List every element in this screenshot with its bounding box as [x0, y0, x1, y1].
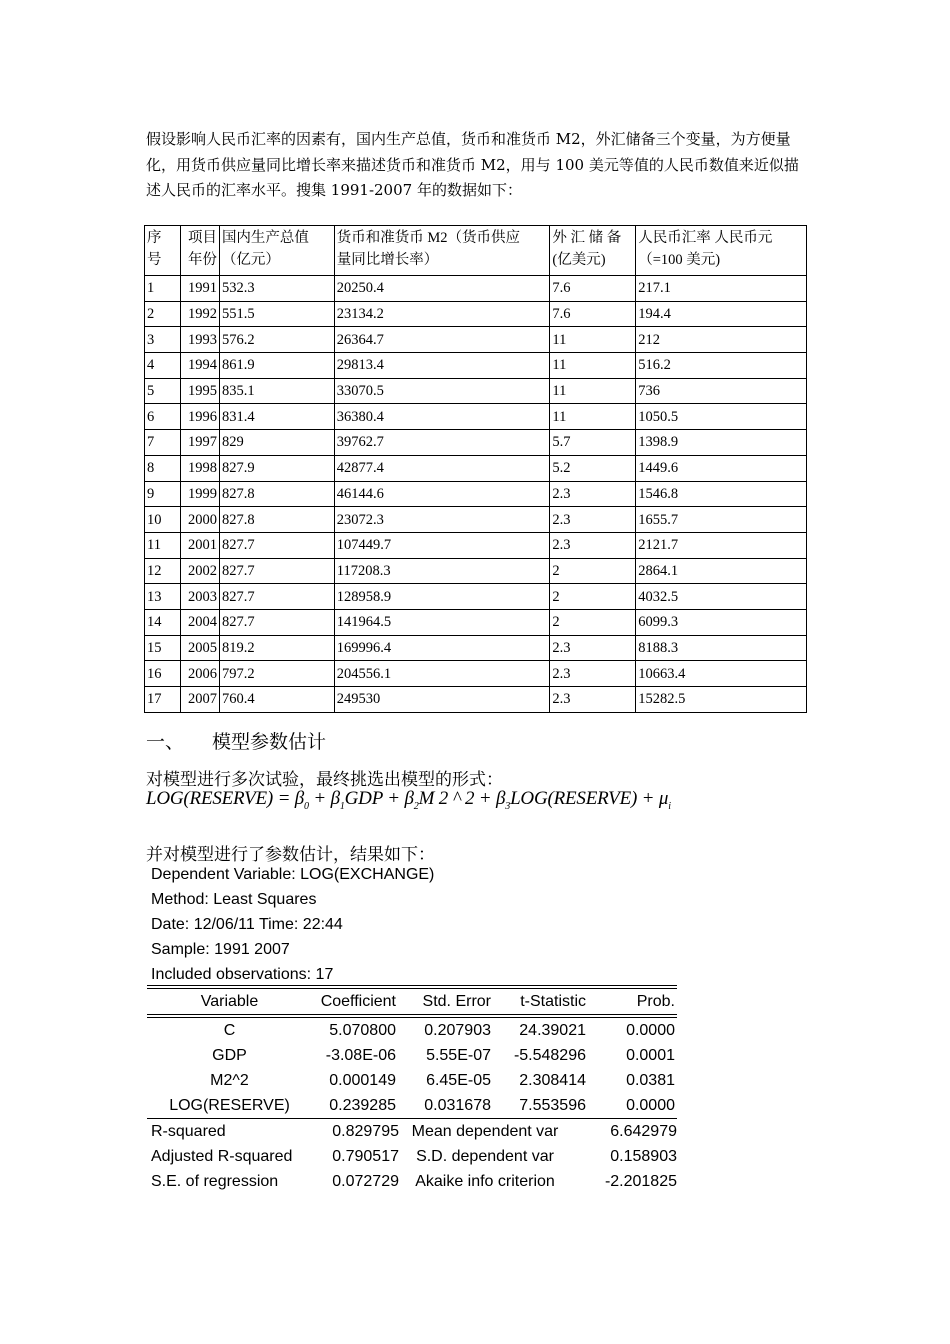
coefficient-cell: 0.239285	[329, 1097, 396, 1114]
coefficient-row	[147, 1093, 677, 1118]
estimate-intro: 并对模型进行了参数估计，结果如下：	[146, 845, 435, 865]
cell-m2: 33070.5	[334, 378, 550, 404]
cell-seq: 2	[145, 301, 181, 327]
coefficient-cell: 0.031678	[424, 1097, 491, 1114]
table-row	[145, 687, 807, 713]
coefficient-cell: 0.0001	[626, 1047, 675, 1064]
cell-year: 1998	[180, 455, 219, 481]
cell-reserve: 5.2	[550, 455, 636, 481]
cell-exchange-rate: 212	[636, 327, 807, 353]
cell-reserve: 2.3	[550, 532, 636, 558]
cell-gdp: 551.5	[219, 301, 334, 327]
cell-m2: 117208.3	[334, 558, 550, 584]
cell-reserve: 7.6	[550, 276, 636, 302]
sample: Sample: 1991 2007	[151, 941, 290, 958]
cell-reserve: 2.3	[550, 635, 636, 661]
table-row	[145, 584, 807, 610]
cell-exchange-rate: 217.1	[636, 276, 807, 302]
cell-year: 1994	[180, 353, 219, 379]
observations: Included observations: 17	[151, 966, 334, 983]
table-row	[145, 353, 807, 379]
cell-gdp: 760.4	[219, 687, 334, 713]
header-exchange-rate: 人民币汇率 人民币元 （=100 美元)	[636, 226, 807, 276]
cell-m2: 107449.7	[334, 532, 550, 558]
table-row	[145, 378, 807, 404]
model-formula: LOG(RESERVE) = $\beta_0 + \beta_1GDP + \beta_2M$ 2 ^ $2 + \beta_3LOG(RESERVE) + \mu_i$	[146, 788, 671, 812]
table-row	[145, 609, 807, 635]
coefficient-row	[147, 1068, 677, 1093]
statistic-cell: 0.790517	[332, 1148, 399, 1165]
cell-year: 1999	[180, 481, 219, 507]
cell-gdp: 835.1	[219, 378, 334, 404]
coefficient-cell: -5.548296	[513, 1047, 586, 1064]
cell-m2: 26364.7	[334, 327, 550, 353]
table-row	[145, 481, 807, 507]
coefficient-cell: -3.08E-06	[325, 1047, 396, 1064]
coefficient-cell: M2^2	[210, 1072, 249, 1089]
statistic-cell: -2.201825	[604, 1173, 677, 1190]
table-row	[145, 532, 807, 558]
cell-gdp: 827.8	[219, 507, 334, 533]
regression-table	[147, 985, 677, 1194]
cell-m2: 20250.4	[334, 276, 550, 302]
coefficient-cell: 5.55E-07	[426, 1047, 491, 1064]
coefficient-cell: 0.0381	[626, 1072, 675, 1089]
coefficient-cell: 0.0000	[626, 1022, 675, 1039]
cell-seq: 4	[145, 353, 181, 379]
cell-seq: 1	[145, 276, 181, 302]
cell-year: 2005	[180, 635, 219, 661]
cell-m2: 128958.9	[334, 584, 550, 610]
cell-m2: 23134.2	[334, 301, 550, 327]
cell-year: 1991	[180, 276, 219, 302]
statistic-cell: R-squared	[151, 1123, 226, 1140]
data-table	[144, 225, 807, 713]
section-heading	[146, 727, 326, 754]
statistic-cell: 0.072729	[332, 1173, 399, 1190]
cell-gdp: 861.9	[219, 353, 334, 379]
statistic-cell: Mean dependent var	[411, 1123, 559, 1140]
cell-seq: 10	[145, 507, 181, 533]
cell-exchange-rate: 6099.3	[636, 609, 807, 635]
coefficient-cell: 7.553596	[519, 1097, 586, 1114]
cell-reserve: 2.3	[550, 507, 636, 533]
cell-m2: 23072.3	[334, 507, 550, 533]
statistic-row	[147, 1119, 677, 1144]
table-row	[145, 327, 807, 353]
model-intro: 对模型进行多次试验，最终挑选出模型的形式：	[146, 770, 503, 790]
cell-year: 2002	[180, 558, 219, 584]
cell-m2: 249530	[334, 687, 550, 713]
cell-exchange-rate: 10663.4	[636, 661, 807, 687]
cell-seq: 13	[145, 584, 181, 610]
coefficient-cell: 0.000149	[329, 1072, 396, 1089]
header-m2: 货币和准货币 M2（货币供应 量同比增长率）	[334, 226, 550, 276]
cell-reserve: 11	[550, 378, 636, 404]
cell-seq: 15	[145, 635, 181, 661]
cell-gdp: 827.7	[219, 558, 334, 584]
cell-m2: 46144.6	[334, 481, 550, 507]
cell-exchange-rate: 1050.5	[636, 404, 807, 430]
cell-reserve: 2.3	[550, 481, 636, 507]
cell-exchange-rate: 2864.1	[636, 558, 807, 584]
header-year: 项目 年份	[180, 226, 219, 276]
date-time: Date: 12/06/11 Time: 22:44	[151, 916, 343, 933]
statistic-cell: Akaike info criterion	[415, 1173, 555, 1190]
cell-year: 2000	[180, 507, 219, 533]
cell-gdp: 827.7	[219, 584, 334, 610]
cell-seq: 9	[145, 481, 181, 507]
cell-m2: 141964.5	[334, 609, 550, 635]
cell-reserve: 11	[550, 404, 636, 430]
table-row	[145, 661, 807, 687]
cell-gdp: 827.8	[219, 481, 334, 507]
cell-year: 2007	[180, 687, 219, 713]
cell-exchange-rate: 1546.8	[636, 481, 807, 507]
table-row	[145, 276, 807, 302]
header-gdp: 国内生产总值 （亿元）	[219, 226, 334, 276]
cell-seq: 17	[145, 687, 181, 713]
cell-gdp: 827.9	[219, 455, 334, 481]
section-title: 模型参数估计	[212, 731, 327, 753]
table-row	[145, 455, 807, 481]
coefficient-row	[147, 1018, 677, 1043]
table-row	[145, 430, 807, 456]
cell-seq: 7	[145, 430, 181, 456]
statistic-cell: 6.642979	[610, 1123, 677, 1140]
table-row	[145, 507, 807, 533]
coefficient-cell: GDP	[212, 1047, 247, 1064]
cell-year: 1993	[180, 327, 219, 353]
cell-year: 2006	[180, 661, 219, 687]
statistic-cell: 0.829795	[332, 1123, 399, 1140]
cell-exchange-rate: 4032.5	[636, 584, 807, 610]
coefficient-cell: 0.0000	[626, 1097, 675, 1114]
coefficient-cell: 2.308414	[519, 1072, 586, 1089]
cell-exchange-rate: 516.2	[636, 353, 807, 379]
table-row	[145, 635, 807, 661]
statistic-cell: Adjusted R-squared	[151, 1148, 293, 1165]
cell-reserve: 5.7	[550, 430, 636, 456]
table-row	[145, 301, 807, 327]
cell-reserve: 11	[550, 353, 636, 379]
cell-exchange-rate: 1398.9	[636, 430, 807, 456]
statistic-cell: 0.158903	[610, 1148, 677, 1165]
cell-gdp: 829	[219, 430, 334, 456]
cell-exchange-rate: 1655.7	[636, 507, 807, 533]
regression-header	[151, 862, 434, 987]
cell-gdp: 831.4	[219, 404, 334, 430]
cell-seq: 6	[145, 404, 181, 430]
cell-seq: 12	[145, 558, 181, 584]
cell-year: 1995	[180, 378, 219, 404]
cell-m2: 39762.7	[334, 430, 550, 456]
cell-year: 2004	[180, 609, 219, 635]
cell-exchange-rate: 736	[636, 378, 807, 404]
statistic-row	[147, 1144, 677, 1169]
coefficient-cell: C	[223, 1022, 236, 1039]
statistic-row	[147, 1169, 677, 1194]
intro-paragraph: 假设影响人民币汇率的因素有，国内生产总值，货币和准货币 M2，外汇储备三个变量，为方便量化，用货币供应量同比增长率来描述货币和准货币 M2，用与 100 美元等值的人民币数值来近似描述人民币的汇率水平。搜集 1991-2007 年的数据如下：	[146, 130, 799, 199]
cell-exchange-rate: 2121.7	[636, 532, 807, 558]
coefficient-cell: 0.207903	[424, 1022, 491, 1039]
coefficient-cell: 24.39021	[519, 1022, 586, 1039]
section-number: 一、	[146, 731, 185, 753]
cell-year: 2003	[180, 584, 219, 610]
cell-reserve: 2.3	[550, 661, 636, 687]
table-row	[145, 404, 807, 430]
dependent-variable: Dependent Variable: LOG(EXCHANGE)	[151, 866, 435, 883]
cell-seq: 5	[145, 378, 181, 404]
cell-reserve: 7.6	[550, 301, 636, 327]
cell-m2: 42877.4	[334, 455, 550, 481]
cell-gdp: 819.2	[219, 635, 334, 661]
cell-exchange-rate: 1449.6	[636, 455, 807, 481]
cell-exchange-rate: 15282.5	[636, 687, 807, 713]
header-reserve: 外 汇 储 备 (亿美元)	[550, 226, 636, 276]
cell-seq: 14	[145, 609, 181, 635]
cell-seq: 8	[145, 455, 181, 481]
coefficient-cell: LOG(RESERVE)	[169, 1097, 290, 1114]
coefficient-cell: 5.070800	[329, 1022, 396, 1039]
cell-gdp: 532.3	[219, 276, 334, 302]
cell-m2: 36380.4	[334, 404, 550, 430]
cell-year: 1992	[180, 301, 219, 327]
coefficient-row	[147, 1043, 677, 1068]
cell-m2: 169996.4	[334, 635, 550, 661]
cell-gdp: 576.2	[219, 327, 334, 353]
cell-gdp: 827.7	[219, 532, 334, 558]
cell-m2: 204556.1	[334, 661, 550, 687]
cell-gdp: 797.2	[219, 661, 334, 687]
cell-year: 1996	[180, 404, 219, 430]
statistic-cell: S.E. of regression	[151, 1173, 279, 1190]
coefficient-rows	[147, 1018, 677, 1118]
header-seq: 序 号	[145, 226, 181, 276]
cell-year: 2001	[180, 532, 219, 558]
cell-reserve: 2.3	[550, 687, 636, 713]
cell-reserve: 11	[550, 327, 636, 353]
statistic-cell: S.D. dependent var	[416, 1148, 554, 1165]
statistics-rows	[147, 1119, 677, 1194]
cell-seq: 11	[145, 532, 181, 558]
cell-year: 1997	[180, 430, 219, 456]
cell-reserve: 2	[550, 584, 636, 610]
table-row	[145, 558, 807, 584]
cell-m2: 29813.4	[334, 353, 550, 379]
coefficient-cell: 6.45E-05	[426, 1072, 491, 1089]
cell-exchange-rate: 194.4	[636, 301, 807, 327]
cell-reserve: 2	[550, 609, 636, 635]
cell-reserve: 2	[550, 558, 636, 584]
regression-column-headers: Variable Coefficient Std. Error t-Statistic Prob.	[200, 993, 675, 1010]
cell-gdp: 827.7	[219, 609, 334, 635]
cell-seq: 16	[145, 661, 181, 687]
method: Method: Least Squares	[151, 891, 317, 908]
cell-seq: 3	[145, 327, 181, 353]
table-header-row	[145, 226, 807, 276]
cell-exchange-rate: 8188.3	[636, 635, 807, 661]
